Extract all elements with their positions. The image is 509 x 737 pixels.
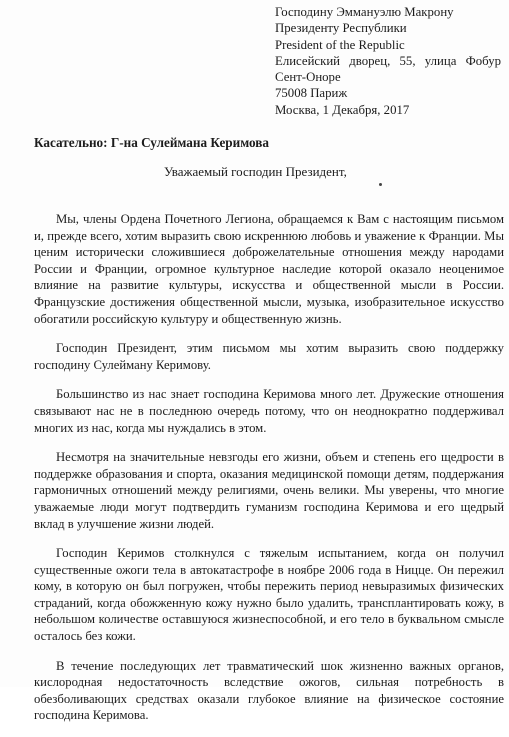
letter-subject: Касательно: Г-на Сулеймана Керимова	[34, 135, 270, 150]
recipient-address	[275, 4, 501, 102]
letter-greeting: Уважаемый господин Президент,	[164, 164, 347, 179]
recipient-street: Елисейский дворец, 55, улица Фобур	[275, 53, 501, 68]
body-paragraph-3: Большинство из нас знает господина Керимова много лет. Дружеские отношения связывают нас не в последнюю очередь потому, что он неоднократно поддерживал многих из нас, когда мы нуждались в этом.	[34, 387, 504, 435]
recipient-title-ru: Президенту Республики	[275, 21, 407, 36]
letter-body	[34, 211, 504, 737]
recipient-street-cont: Сент-Оноре	[275, 70, 341, 85]
body-paragraph-6: В течение последующих лет травматический шок жизненно важных органов, кислородная недостаточность вследствие ожогов, сильная потребность в обезболивающих средствах оказали глубокое влияние на физическое состояние господина Керимова.	[34, 658, 504, 723]
scan-speck	[379, 183, 382, 186]
recipient-postal-city: 75008 Париж	[275, 86, 348, 101]
letter-date: Москва, 1 Декабря, 2017	[275, 103, 410, 117]
body-paragraph-1: Мы, члены Ордена Почетного Легиона, обращаемся к Вам с настоящим письмом и, прежде всего, хотим выразить свою искреннюю любовь и уважение к Франции. Мы ценим исторически сложившиеся доброжелательные отношения между народами России и Франции, огромное культурное наследие которой оказало неоценимое влияние на развитие культуры, искусства и общественной мысли в России. Французские достижения общественной мысли, музыка, изобразительное искусство обогатили российскую культуру и общественную жизнь.	[34, 212, 504, 326]
recipient-title-en: President of the Republic	[275, 37, 405, 52]
body-paragraph-4: Несмотря на значительные невзгоды его жизни, объем и степень его щедрости в поддержке образования и спорта, оказания медицинской помощи детям, поддержания гармоничных отношений между религиями, очень велики. Мы уверены, что многие уважаемые люди могут подтвердить гуманизм господина Керимова и его щедрый вклад в улучшение жизни людей.	[34, 450, 504, 531]
body-paragraph-5: Господин Керимов столкнулся с тяжелым испытанием, когда он получил существенные ожоги тела в автокатастрофе в ноябре 2006 года в Ницце. Он пережил кому, в которую он был погружен, чтобы пережить период невыразимых физических страданий, когда обожженную кожу нужно было удалить, трансплантировать кожу, в небольшом количестве оставшуюся жизнеспособной, и его тело в буквальном смысле осталось без кожи.	[34, 546, 504, 644]
body-paragraph-2: Господин Президент, этим письмом мы хотим выразить свою поддержку господину Сулейману Керимову.	[34, 341, 504, 372]
recipient-name: Господину Эммануэлю Макрону	[275, 5, 454, 19]
